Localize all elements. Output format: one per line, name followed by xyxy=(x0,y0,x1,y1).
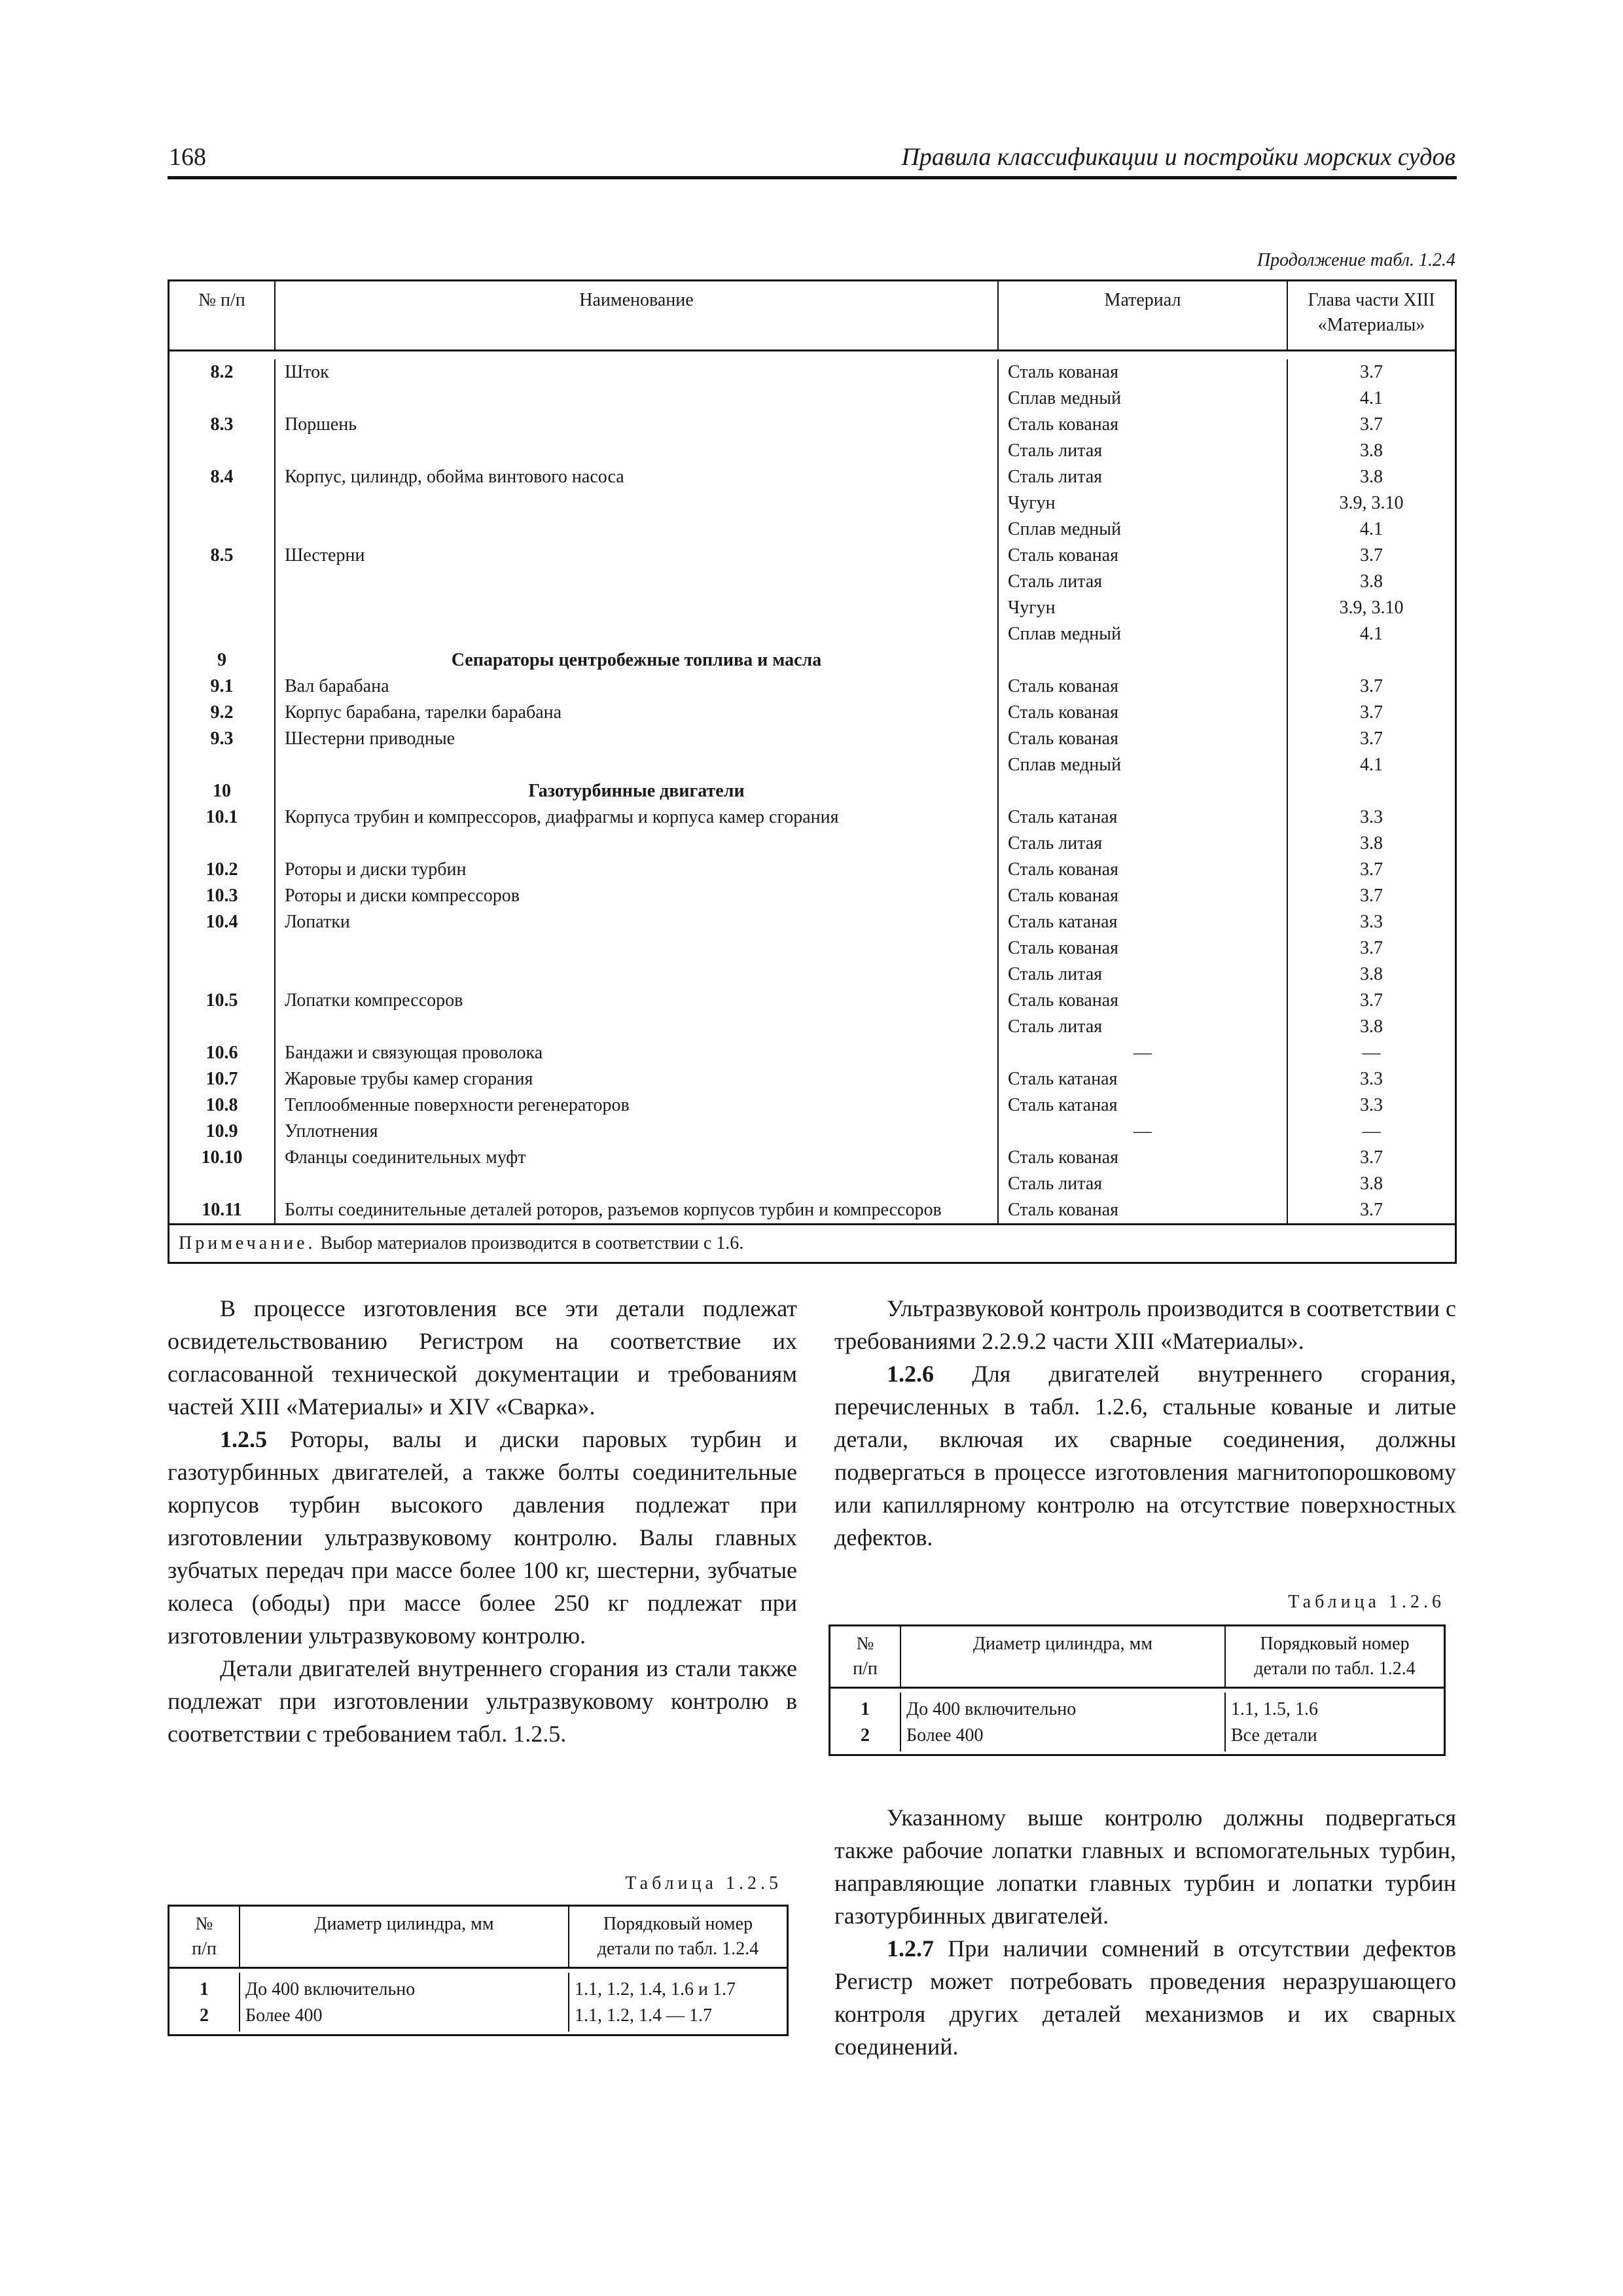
row-number xyxy=(169,516,274,543)
col-header-name: Наименование xyxy=(274,281,997,350)
row-number: 9 xyxy=(217,650,226,670)
paragraph: Ультразвуковой контроль производится в соответствии с требованиями 2.2.9.2 части XIII «Материалы». xyxy=(834,1295,1456,1354)
right-column-bottom xyxy=(834,1801,1456,2063)
row-number: 10.7 xyxy=(205,1069,238,1089)
table-126-caption: Таблица 1.2.6 xyxy=(1288,1592,1445,1612)
header-rule xyxy=(168,176,1457,179)
material: Сталь кованая xyxy=(997,673,1287,700)
part-name: Корпуса трубин и компрессоров, диафрагмы и корпуса камер сгорания xyxy=(274,804,997,831)
part-name xyxy=(274,621,997,647)
row-number: 10.2 xyxy=(205,859,238,880)
chapter-ref: 3.8 xyxy=(1287,961,1455,988)
part-name: Вал барабана xyxy=(274,673,997,700)
part-name: Жаровые трубы камер сгорания xyxy=(274,1066,997,1092)
row-number xyxy=(169,569,274,595)
chapter-ref xyxy=(1287,647,1455,673)
material: Сталь литая xyxy=(997,569,1287,595)
col-header-diameter: Диаметр цилиндра, мм xyxy=(239,1907,568,1967)
row-number: 10 xyxy=(213,781,231,801)
row-number: 8.5 xyxy=(210,545,234,565)
part-name xyxy=(274,438,997,464)
table-cell: 1.1, 1.5, 1.6 xyxy=(1224,1693,1444,1723)
table-cell: Все детали xyxy=(1224,1723,1444,1751)
chapter-ref: 3.9, 3.10 xyxy=(1287,490,1455,516)
paragraph: В процессе изготовления все эти детали подлежат освидетельствованию Регистром на соответствие их согласованной технической документации и требованиям частей XIII «Материалы» и XIV «Сварка». xyxy=(168,1295,797,1420)
part-name: Уплотнения xyxy=(274,1119,997,1145)
material: Сталь кованая xyxy=(997,543,1287,569)
left-column xyxy=(168,1292,797,1750)
chapter-ref: 3.3 xyxy=(1287,1092,1455,1119)
material: Сталь кованая xyxy=(997,883,1287,909)
material: Сталь катаная xyxy=(997,1092,1287,1119)
row-number xyxy=(169,1014,274,1040)
table-cell: Более 400 xyxy=(239,2003,568,2032)
right-column-top xyxy=(834,1292,1456,1554)
part-name xyxy=(274,831,997,857)
material: Сталь кованая xyxy=(997,857,1287,883)
row-number: 10.6 xyxy=(205,1043,238,1063)
row-number: 10.4 xyxy=(205,912,238,932)
material: Сталь литая xyxy=(997,1014,1287,1040)
table-cell: 1 xyxy=(861,1699,870,1719)
paragraph: 1.2.7 При наличии сомнений в отсутствии дефектов Регистр может потребовать проведения неразрушающего контроля других деталей механизмов и их сварных соединений. xyxy=(834,1935,1456,2060)
material: Сталь литая xyxy=(997,438,1287,464)
chapter-ref xyxy=(1287,778,1455,804)
material: Сталь катаная xyxy=(997,1066,1287,1092)
chapter-ref: 3.7 xyxy=(1287,412,1455,438)
material xyxy=(997,647,1287,673)
table-cell: 2 xyxy=(861,1725,870,1746)
row-number: 9.3 xyxy=(210,728,234,749)
col-header-number: № п/п xyxy=(192,1914,217,1959)
note-text: Выбор материалов производится в соответствии с 1.6. xyxy=(315,1233,744,1253)
material xyxy=(997,778,1287,804)
big-table-caption: Продолжение табл. 1.2.4 xyxy=(1257,250,1455,270)
chapter-ref: 3.8 xyxy=(1287,1171,1455,1197)
chapter-ref: — xyxy=(1287,1040,1455,1066)
row-number: 8.4 xyxy=(210,467,234,487)
col-header-number: № п/п xyxy=(853,1634,878,1679)
part-name: Поршень xyxy=(274,412,997,438)
row-number: 10.9 xyxy=(205,1121,238,1141)
col-header-part-number: Порядковый номер детали по табл. 1.2.4 xyxy=(1224,1626,1444,1687)
table-125 xyxy=(168,1905,789,2036)
chapter-ref: 4.1 xyxy=(1287,621,1455,647)
chapter-ref: 3.8 xyxy=(1287,831,1455,857)
row-number: 10.1 xyxy=(205,807,238,827)
part-name xyxy=(274,1014,997,1040)
material: Сталь кованая xyxy=(997,726,1287,752)
table-126 xyxy=(829,1624,1446,1756)
chapter-ref: 3.8 xyxy=(1287,569,1455,595)
chapter-ref: 3.7 xyxy=(1287,1197,1455,1223)
chapter-ref: 3.3 xyxy=(1287,1066,1455,1092)
chapter-ref: 3.8 xyxy=(1287,464,1455,490)
row-number xyxy=(169,438,274,464)
material: Сталь кованая xyxy=(997,412,1287,438)
material: Сплав медный xyxy=(997,752,1287,778)
table-cell: 1.1, 1.2, 1.4 — 1.7 xyxy=(568,2003,787,2032)
paragraph: 1.2.5 Роторы, валы и диски паровых турбин и газотурбинных двигателей, а также болты соединительные корпусов турбин высокого давления подлежат при изготовлении ультразвуковому контролю. Валы главных зубчатых передач при массе более 100 кг, шестерни, зубчатые колеса (ободы) при массе более 250 кг подлежат при изготовлении ультразвуковому контролю. xyxy=(168,1426,797,1649)
table-cell: До 400 включительно xyxy=(900,1693,1224,1723)
part-name: Шестерни приводные xyxy=(274,726,997,752)
table-cell: Более 400 xyxy=(900,1723,1224,1751)
part-name xyxy=(274,752,997,778)
row-number: 9.2 xyxy=(210,702,234,723)
section-heading: Сепараторы центробежные топлива и масла xyxy=(274,647,997,673)
material: Сталь кованая xyxy=(997,1145,1287,1171)
materials-table-body xyxy=(169,351,1455,1223)
part-name xyxy=(274,516,997,543)
part-name: Корпус, цилиндр, обойма винтового насоса xyxy=(274,464,997,490)
row-number xyxy=(169,1171,274,1197)
page-number: 168 xyxy=(169,143,206,171)
row-number: 10.11 xyxy=(202,1200,242,1220)
clause-number: 1.2.5 xyxy=(220,1426,267,1452)
col-header-material: Материал xyxy=(997,281,1287,350)
table-note xyxy=(169,1223,1455,1262)
table-cell: 1 xyxy=(200,1979,209,2000)
part-name: Роторы и диски компрессоров xyxy=(274,883,997,909)
row-number: 8.3 xyxy=(210,414,234,435)
col-header-number: № п/п xyxy=(198,290,245,310)
material: Сталь литая xyxy=(997,831,1287,857)
col-header-chapter: Глава части XIII «Материалы» xyxy=(1287,281,1455,350)
chapter-ref: 3.7 xyxy=(1287,359,1455,386)
part-name: Бандажи и связующая проволока xyxy=(274,1040,997,1066)
row-number xyxy=(169,595,274,621)
part-name: Лопатки компрессоров xyxy=(274,988,997,1014)
material: Сталь катаная xyxy=(997,804,1287,831)
material: Сталь кованая xyxy=(997,1197,1287,1223)
material: Сталь литая xyxy=(997,961,1287,988)
chapter-ref: 3.9, 3.10 xyxy=(1287,595,1455,621)
row-number: 9.1 xyxy=(210,676,234,696)
col-header-part-number: Порядковый номер детали по табл. 1.2.4 xyxy=(568,1907,787,1967)
material: Сталь катаная xyxy=(997,909,1287,935)
part-name: Шток xyxy=(274,359,997,386)
table-125-caption: Таблица 1.2.5 xyxy=(625,1873,782,1893)
row-number xyxy=(169,490,274,516)
chapter-ref: 4.1 xyxy=(1287,752,1455,778)
table-cell: До 400 включительно xyxy=(239,1973,568,2003)
chapter-ref: 3.7 xyxy=(1287,988,1455,1014)
chapter-ref: 3.7 xyxy=(1287,673,1455,700)
materials-table-header xyxy=(169,281,1455,351)
row-number: 10.8 xyxy=(205,1095,238,1115)
chapter-ref: 3.8 xyxy=(1287,438,1455,464)
chapter-ref: — xyxy=(1287,1119,1455,1145)
material: Сплав медный xyxy=(997,386,1287,412)
row-number: 8.2 xyxy=(210,362,234,382)
paragraph: Указанному выше контролю должны подвергаться также рабочие лопатки главных и вспомогательных турбин, направляющие лопатки главных турбин и лопатки турбин газотурбинных двигателей. xyxy=(834,1804,1456,1929)
material: Сталь кованая xyxy=(997,700,1287,726)
clause-number: 1.2.6 xyxy=(887,1361,934,1387)
material: Сталь литая xyxy=(997,1171,1287,1197)
chapter-ref: 3.7 xyxy=(1287,700,1455,726)
material: Сталь кованая xyxy=(997,935,1287,961)
note-label: Примечание. xyxy=(179,1233,316,1253)
part-name xyxy=(274,386,997,412)
part-name xyxy=(274,961,997,988)
chapter-ref: 3.7 xyxy=(1287,935,1455,961)
row-number xyxy=(169,961,274,988)
clause-number: 1.2.7 xyxy=(887,1935,934,1962)
materials-table xyxy=(168,279,1457,1264)
row-number xyxy=(169,621,274,647)
part-name xyxy=(274,490,997,516)
running-title: Правила классификации и постройки морских судов xyxy=(901,143,1455,171)
part-name: Фланцы соединительных муфт xyxy=(274,1145,997,1171)
chapter-ref: 3.7 xyxy=(1287,857,1455,883)
part-name xyxy=(274,935,997,961)
paragraph: Детали двигателей внутреннего сгорания из стали также подлежат при изготовлении ультразвуковому контролю в соответствии с требованием табл. 1.2.5. xyxy=(168,1655,797,1747)
table-cell: 2 xyxy=(200,2005,209,2026)
material: Сплав медный xyxy=(997,621,1287,647)
part-name: Лопатки xyxy=(274,909,997,935)
section-heading: Газотурбинные двигатели xyxy=(274,778,997,804)
chapter-ref: 3.3 xyxy=(1287,909,1455,935)
row-number xyxy=(169,831,274,857)
material: — xyxy=(997,1040,1287,1066)
col-header-diameter: Диаметр цилиндра, мм xyxy=(900,1626,1224,1687)
material: Сталь кованая xyxy=(997,359,1287,386)
chapter-ref: 3.7 xyxy=(1287,543,1455,569)
chapter-ref: 3.3 xyxy=(1287,804,1455,831)
part-name xyxy=(274,569,997,595)
part-name: Шестерни xyxy=(274,543,997,569)
part-name: Теплообменные поверхности регенераторов xyxy=(274,1092,997,1119)
row-number xyxy=(169,935,274,961)
table-cell: 1.1, 1.2, 1.4, 1.6 и 1.7 xyxy=(568,1973,787,2003)
row-number: 10.3 xyxy=(205,886,238,906)
material: Сталь кованая xyxy=(997,988,1287,1014)
material: Сплав медный xyxy=(997,516,1287,543)
part-name: Роторы и диски турбин xyxy=(274,857,997,883)
chapter-ref: 3.7 xyxy=(1287,1145,1455,1171)
part-name xyxy=(274,1171,997,1197)
material: — xyxy=(997,1119,1287,1145)
material: Сталь литая xyxy=(997,464,1287,490)
part-name: Корпус барабана, тарелки барабана xyxy=(274,700,997,726)
row-number xyxy=(169,752,274,778)
part-name: Болты соединительные деталей роторов, разъемов корпусов турбин и компрессоров xyxy=(274,1197,997,1223)
chapter-ref: 4.1 xyxy=(1287,516,1455,543)
chapter-ref: 3.8 xyxy=(1287,1014,1455,1040)
part-name xyxy=(274,595,997,621)
row-number: 10.10 xyxy=(201,1147,243,1168)
material: Чугун xyxy=(997,595,1287,621)
row-number xyxy=(169,386,274,412)
chapter-ref: 3.7 xyxy=(1287,883,1455,909)
chapter-ref: 3.7 xyxy=(1287,726,1455,752)
material: Чугун xyxy=(997,490,1287,516)
paragraph: 1.2.6 Для двигателей внутреннего сгорания, перечисленных в табл. 1.2.6, стальные кованые и литые детали, включая их сварные соединения, должны подвергаться в процессе изготовления магнитопорошковому или капиллярному контролю на отсутствие поверхностных дефектов. xyxy=(834,1361,1456,1551)
row-number: 10.5 xyxy=(205,990,238,1011)
chapter-ref: 4.1 xyxy=(1287,386,1455,412)
